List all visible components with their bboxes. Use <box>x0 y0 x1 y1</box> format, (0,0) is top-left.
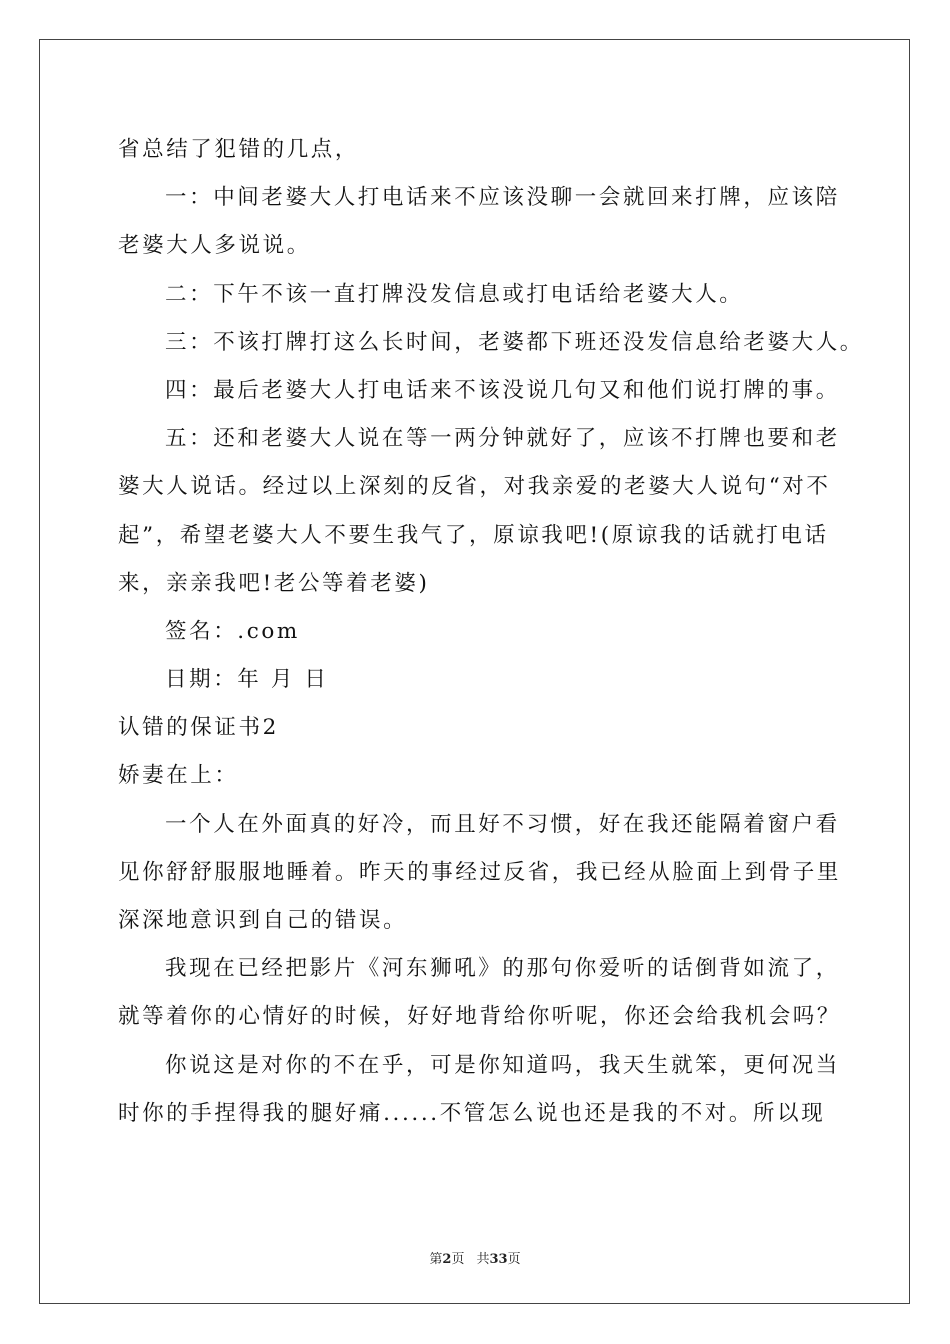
text-line: 起”，希望老婆大人不要生我气了，原谅我吧!(原谅我的话就打电话 <box>118 522 829 548</box>
date-line: 日期：年 月 日 <box>165 667 329 693</box>
total-suffix: 页 <box>507 1252 521 1267</box>
text-line: 你说这是对你的不在乎，可是你知道吗，我天生就笨，更何况当 <box>165 1052 840 1078</box>
section-heading: 认错的保证书2 <box>118 715 279 741</box>
total-prefix: 共 <box>476 1252 490 1267</box>
current-page-number: 2 <box>442 1252 452 1267</box>
text-line: 来，亲亲我吧!老公等着老婆) <box>118 570 430 596</box>
text-line: 一：中间老婆大人打电话来不应该没聊一会就回来打牌，应该陪 <box>165 185 840 211</box>
salutation: 娇妻在上： <box>118 763 239 789</box>
text-line: 三：不该打牌打这么长时间，老婆都下班还没发信息给老婆大人。 <box>165 329 864 355</box>
text-line: 老婆大人多说说。 <box>118 233 311 259</box>
page-prefix: 第 <box>429 1252 443 1267</box>
text-line: 一个人在外面真的好冷，而且好不习惯，好在我还能隔着窗户看 <box>165 811 840 837</box>
text-line: 四：最后老婆大人打电话来不该没说几句又和他们说打牌的事。 <box>165 377 840 403</box>
text-line: 就等着你的心情好的时候，好好地背给你听呢，你还会给我机会吗？ <box>118 1004 842 1030</box>
signature-line: 签名：.com <box>165 618 300 644</box>
text-line: 我现在已经把影片《河东狮吼》的那句你爱听的话倒背如流了， <box>165 956 840 982</box>
page-footer <box>0 1248 950 1267</box>
total-page-count: 33 <box>489 1252 508 1267</box>
text-line: 省总结了犯错的几点， <box>118 137 360 162</box>
text-line: 深深地意识到自己的错误。 <box>118 908 408 933</box>
text-line: 二：下午不该一直打牌没发信息或打电话给老婆大人。 <box>165 281 744 307</box>
page-suffix: 页 <box>451 1252 465 1267</box>
text-line: 婆大人说话。经过以上深刻的反省，对我亲爱的老婆大人说句“对不 <box>118 474 831 500</box>
document-body <box>118 128 864 1140</box>
text-line: 时你的手捏得我的腿好痛......不管怎么说也还是我的不对。所以现 <box>118 1100 826 1126</box>
text-line: 五：还和老婆大人说在等一两分钟就好了，应该不打牌也要和老 <box>165 426 840 452</box>
text-line: 见你舒舒服服地睡着。昨天的事经过反省，我已经从脸面上到骨子里 <box>118 859 842 885</box>
